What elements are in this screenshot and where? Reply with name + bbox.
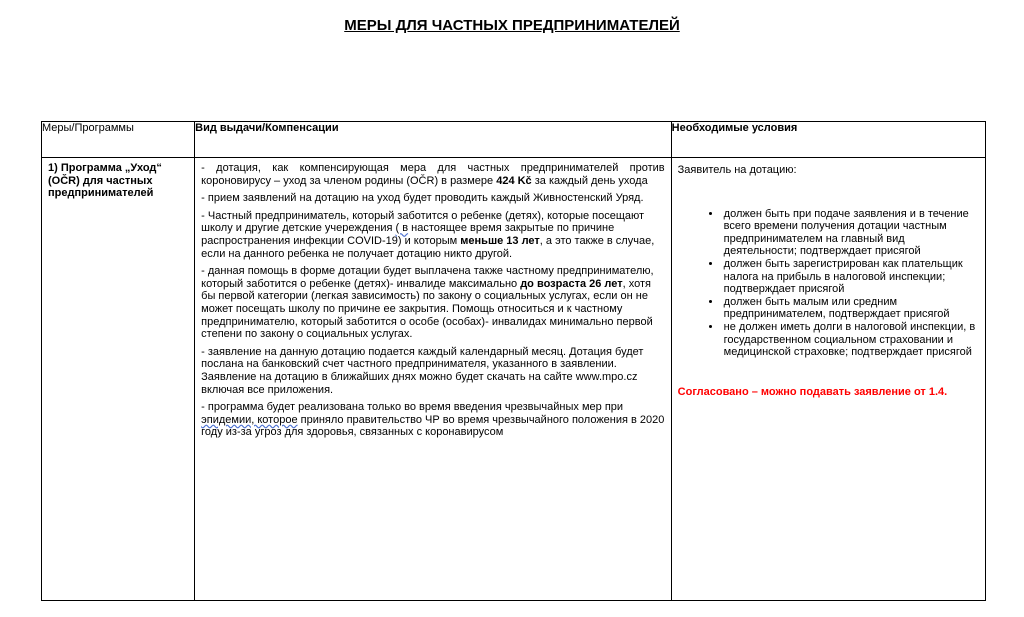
text-span: - программа будет реализована только во время введения чрезвычайных мер при <box>201 401 624 414</box>
paragraph-subsidy <box>201 162 665 187</box>
paragraph-office: - прием заявлений на дотацию на уход будет проводить каждый Живностенский Уряд. <box>201 192 644 205</box>
list-item: • должен быть малым или средним предпринимателем, подтверждает присягой <box>722 296 979 321</box>
age-limit-text: меньше 13 лет <box>460 234 540 247</box>
text-span: эпидемии, которое <box>201 413 298 426</box>
table-row <box>42 158 986 601</box>
conditions-intro: Заявитель на дотацию: <box>677 164 797 176</box>
header-conditions: Необходимые условия <box>671 122 985 158</box>
amount-text: 424 Kč <box>496 174 532 187</box>
header-programs: Меры/Программы <box>42 122 195 158</box>
text-span: , хотя бы первой категории (легкая зависимость) по закону о социальных услугах, если он не может посещать школу по причине ее закрытия. Помощь относиться и к частному предпринимателю, который заботится о особе (особах)- инвалидах минимально первой степени по закону о социальных услугах. <box>201 277 653 341</box>
text-span: - дотация, как компенсирующая мера для частных предпринимателей против короновирусу – уход за членом родины (OČR) в размере <box>201 162 665 187</box>
paragraph-children <box>201 210 665 260</box>
header-compensation: Вид выдачи/Компенсации <box>195 122 672 158</box>
text-span: - данная помощь в форме дотации будет выплачена также частному предпринимателю, который заботится о ребенке (детях)- инвалиде максимально <box>201 265 654 290</box>
list-item: • должен быть зарегистрирован как плательщик налога на прибыль в налоговой инспекции; подтверждает присягой <box>722 258 979 296</box>
paragraph-disabled <box>201 265 665 341</box>
measures-table <box>41 121 986 601</box>
document-title: МЕРЫ ДЛЯ ЧАСТНЫХ ПРЕДПРИНИМАТЕЛЕЙ <box>344 17 680 34</box>
text-span: ( в <box>395 222 409 235</box>
conditions-list <box>678 208 979 359</box>
text-span: , а это также в случае, если на данного ребенка не получает дотацию никто другой. <box>201 234 655 260</box>
text-span: приняло правительство ЧР во время чрезвычайного положения в 2020 году из-за угроз для здоровья, связанных с коронавирусом <box>201 413 665 439</box>
conditions-cell <box>671 158 985 601</box>
paragraph-application: - заявление на данную дотацию подается каждый календарный месяц. Дотация будет послана на банковский счет частного предпринимателя, указанного в заявлении. Заявление на дотацию в ближайших днях можно будет скачать на сайте www.mpo.cz включая все приложения. <box>201 345 644 396</box>
list-item: • не должен иметь долги в налоговой инспекции, в государственном социальном страховании и медицинской страховке; подтверждает присягой <box>722 321 979 359</box>
paragraph-duration <box>201 401 665 439</box>
table-header-row <box>42 122 986 158</box>
list-item: • должен быть при подаче заявления и в течение всего времени получения дотации частным предпринимателем на главный вид деятельности; подтверждает присягой <box>722 208 979 258</box>
text-span: за каждый день ухода <box>531 174 648 187</box>
text-span: - Частный предприниматель, который заботится о ребенке (детях), которые посещают школу и другие детские учереждения <box>201 209 645 235</box>
agreed-notice: Согласовано – можно подавать заявление от 1.4. <box>677 385 948 398</box>
text-span: настоящее время закрытые по причине распространения инфекции COVID-19) и которым <box>201 222 615 247</box>
compensation-cell <box>195 158 672 601</box>
program-name: 1) Программа „Уход“ (OČR) для частных предпринимателей <box>42 158 195 601</box>
age-limit-text: до возраста 26 лет <box>520 277 623 290</box>
